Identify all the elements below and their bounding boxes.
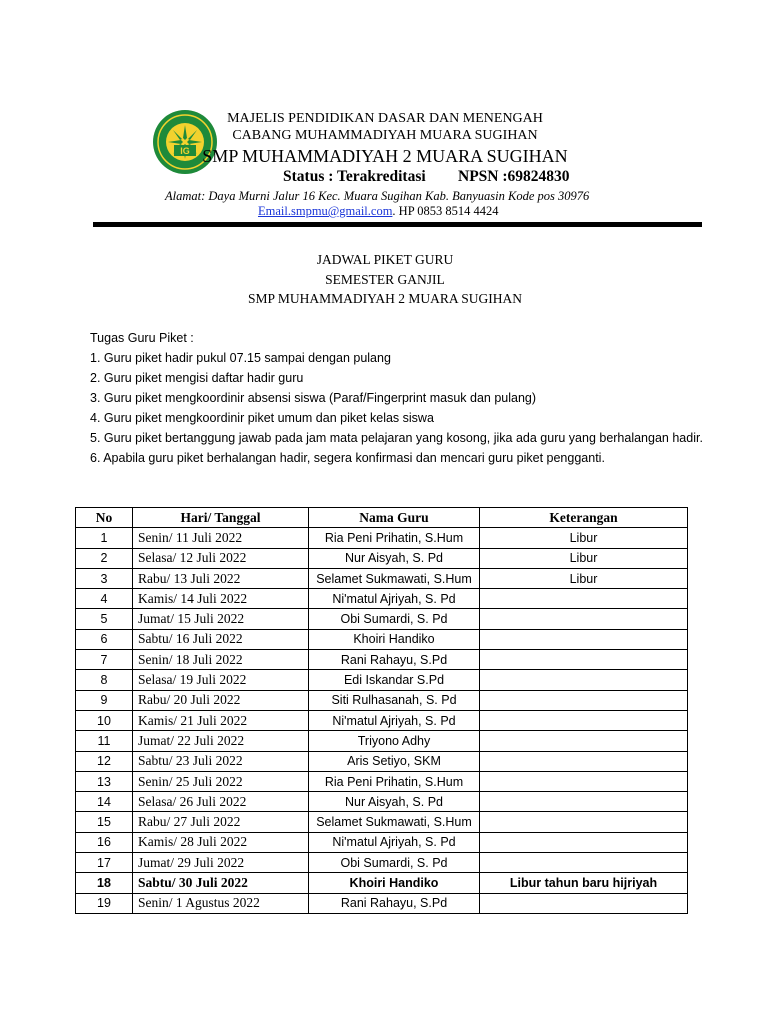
row-notes: [480, 751, 688, 771]
row-number: 10: [76, 710, 133, 730]
row-number: 12: [76, 751, 133, 771]
row-teacher: Rani Rahayu, S.Pd: [309, 893, 480, 913]
table-row: [76, 690, 688, 710]
row-day: Jumat/ 29 Juli 2022: [133, 853, 309, 873]
row-teacher: Khoiri Handiko: [309, 629, 480, 649]
row-teacher: Edi Iskandar S.Pd: [309, 670, 480, 690]
row-day: Selasa/ 19 Juli 2022: [133, 670, 309, 690]
row-day: Senin/ 25 Juli 2022: [133, 771, 309, 791]
npsn-number: NPSN :69824830: [458, 168, 570, 185]
table-row: [76, 873, 688, 893]
row-day: Kamis/ 14 Juli 2022: [133, 589, 309, 609]
email-link[interactable]: Email.smpmu@gmail.com: [258, 204, 393, 218]
row-number: 15: [76, 812, 133, 832]
row-day: Senin/ 11 Juli 2022: [133, 528, 309, 548]
table-row: [76, 853, 688, 873]
contact-line: [258, 204, 499, 219]
row-teacher: Khoiri Handiko: [309, 873, 480, 893]
header-day: Hari/ Tanggal: [133, 508, 309, 528]
duty-heading: Tugas Guru Piket :: [90, 331, 194, 345]
row-day: Jumat/ 15 Juli 2022: [133, 609, 309, 629]
row-number: 19: [76, 893, 133, 913]
table-row: [76, 751, 688, 771]
row-notes: Libur: [480, 568, 688, 588]
row-number: 8: [76, 670, 133, 690]
row-teacher: Ria Peni Prihatin, S.Hum: [309, 528, 480, 548]
row-day: Rabu/ 13 Juli 2022: [133, 568, 309, 588]
row-notes: [480, 853, 688, 873]
header-line-2: CABANG MUHAMMADIYAH MUARA SUGIHAN: [232, 128, 538, 143]
row-teacher: Aris Setiyo, SKM: [309, 751, 480, 771]
row-teacher: Selamet Sukmawati, S.Hum: [309, 812, 480, 832]
row-teacher: Obi Sumardi, S. Pd: [309, 853, 480, 873]
row-number: 2: [76, 548, 133, 568]
row-day: Kamis/ 21 Juli 2022: [133, 710, 309, 730]
header-teacher: Nama Guru: [309, 508, 480, 528]
duty-item: 5. Guru piket bertanggung jawab pada jam mata pelajaran yang kosong, jika ada guru yang berhalangan hadir.: [90, 431, 703, 445]
row-day: Sabtu/ 16 Juli 2022: [133, 629, 309, 649]
schedule-table: [75, 507, 688, 914]
row-notes: [480, 812, 688, 832]
row-teacher: Nur Aisyah, S. Pd: [309, 792, 480, 812]
row-day: Jumat/ 22 Juli 2022: [133, 731, 309, 751]
row-number: 14: [76, 792, 133, 812]
row-notes: [480, 629, 688, 649]
table-row: [76, 792, 688, 812]
row-day: Rabu/ 20 Juli 2022: [133, 690, 309, 710]
row-day: Senin/ 18 Juli 2022: [133, 650, 309, 670]
row-notes: [480, 731, 688, 751]
row-day: Senin/ 1 Agustus 2022: [133, 893, 309, 913]
school-name: SMP MUHAMMADIYAH 2 MUARA SUGIHAN: [202, 146, 568, 166]
row-teacher: Selamet Sukmawati, S.Hum: [309, 568, 480, 588]
row-number: 16: [76, 832, 133, 852]
duty-item: 1. Guru piket hadir pukul 07.15 sampai dengan pulang: [90, 351, 391, 365]
row-day: Sabtu/ 23 Juli 2022: [133, 751, 309, 771]
duty-item: 4. Guru piket mengkoordinir piket umum dan piket kelas siswa: [90, 411, 434, 425]
row-day: Selasa/ 12 Juli 2022: [133, 548, 309, 568]
row-number: 5: [76, 609, 133, 629]
row-day: Selasa/ 26 Juli 2022: [133, 792, 309, 812]
table-row: [76, 832, 688, 852]
phone-number: . HP 0853 8514 4424: [392, 204, 499, 218]
table-row: [76, 731, 688, 751]
duty-item: 2. Guru piket mengisi daftar hadir guru: [90, 371, 304, 385]
row-notes: [480, 589, 688, 609]
duty-item: 6. Apabila guru piket berhalangan hadir, segera konfirmasi dan mencari guru piket pengganti.: [90, 451, 605, 465]
header-no: No: [76, 508, 133, 528]
row-number: 4: [76, 589, 133, 609]
row-number: 9: [76, 690, 133, 710]
row-number: 18: [76, 873, 133, 893]
row-number: 6: [76, 629, 133, 649]
row-notes: Libur: [480, 548, 688, 568]
row-notes: [480, 832, 688, 852]
table-row: [76, 710, 688, 730]
row-number: 7: [76, 650, 133, 670]
row-number: 13: [76, 771, 133, 791]
row-notes: Libur: [480, 528, 688, 548]
header-line-1: MAJELIS PENDIDIKAN DASAR DAN MENENGAH: [227, 111, 543, 126]
row-teacher: Ria Peni Prihatin, S.Hum: [309, 771, 480, 791]
document-title: JADWAL PIKET GURU: [316, 252, 454, 267]
row-number: 17: [76, 853, 133, 873]
letterhead-divider: [93, 222, 702, 227]
table-row: [76, 528, 688, 548]
table-row: [76, 568, 688, 588]
row-notes: Libur tahun baru hijriyah: [480, 873, 688, 893]
row-day: Kamis/ 28 Juli 2022: [133, 832, 309, 852]
table-row: [76, 609, 688, 629]
row-teacher: Nur Aisyah, S. Pd: [309, 548, 480, 568]
svg-text:IG: IG: [180, 146, 190, 156]
row-teacher: Triyono Adhy: [309, 731, 480, 751]
row-teacher: Siti Rulhasanah, S. Pd: [309, 690, 480, 710]
row-notes: [480, 771, 688, 791]
row-teacher: Rani Rahayu, S.Pd: [309, 650, 480, 670]
school-address: Alamat: Daya Murni Jalur 16 Kec. Muara Sugihan Kab. Banyuasin Kode pos 30976: [165, 189, 590, 203]
document-subtitle: SEMESTER GANJIL: [325, 272, 445, 287]
table-row: [76, 650, 688, 670]
row-notes: [480, 710, 688, 730]
row-number: 11: [76, 731, 133, 751]
table-row: [76, 670, 688, 690]
row-number: 1: [76, 528, 133, 548]
row-day: Rabu/ 27 Juli 2022: [133, 812, 309, 832]
row-notes: [480, 792, 688, 812]
table-row: [76, 548, 688, 568]
table-row: [76, 893, 688, 913]
table-row: [76, 771, 688, 791]
row-teacher: Ni'matul Ajriyah, S. Pd: [309, 710, 480, 730]
row-notes: [480, 893, 688, 913]
row-day: Sabtu/ 30 Juli 2022: [133, 873, 309, 893]
header-notes: Keterangan: [480, 508, 688, 528]
row-teacher: Ni'matul Ajriyah, S. Pd: [309, 832, 480, 852]
table-row: [76, 589, 688, 609]
accreditation-status: Status : Terakreditasi: [283, 168, 426, 185]
table-row: [76, 812, 688, 832]
duty-item: 3. Guru piket mengkoordinir absensi siswa (Paraf/Fingerprint masuk dan pulang): [90, 391, 537, 405]
table-header-row: [76, 508, 688, 528]
row-teacher: Ni'matul Ajriyah, S. Pd: [309, 589, 480, 609]
row-number: 3: [76, 568, 133, 588]
document-school: SMP MUHAMMADIYAH 2 MUARA SUGIHAN: [247, 291, 523, 306]
duty-list: [90, 328, 710, 468]
row-teacher: Obi Sumardi, S. Pd: [309, 609, 480, 629]
row-notes: [480, 609, 688, 629]
table-row: [76, 629, 688, 649]
row-notes: [480, 690, 688, 710]
row-notes: [480, 650, 688, 670]
row-notes: [480, 670, 688, 690]
